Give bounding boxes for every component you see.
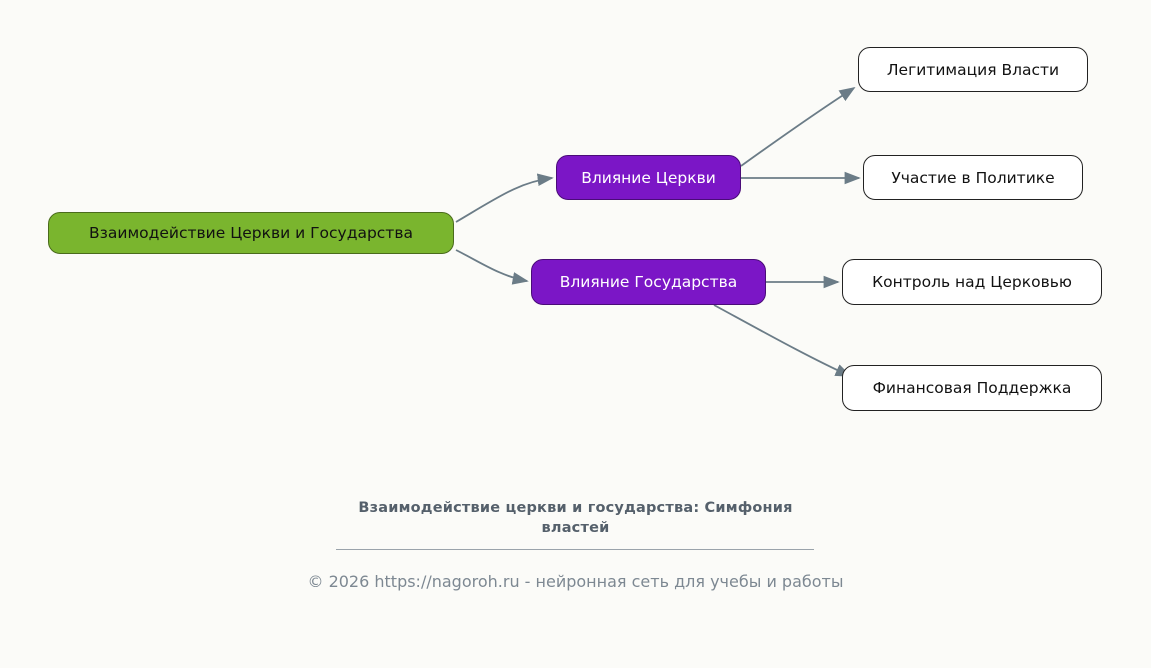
caption-text-2: властей <box>541 520 610 536</box>
diagram-node-label: Контроль над Церковью <box>872 273 1072 291</box>
diagram-caption-line2 <box>0 518 1151 538</box>
diagram-node-label: Влияние Государства <box>559 273 738 291</box>
diagram-node-mid1[interactable] <box>556 155 741 200</box>
footer-credit <box>0 572 1151 591</box>
diagram-edge-root-to-mid1 <box>456 178 552 222</box>
diagram-node-label: Влияние Церкви <box>581 168 716 187</box>
diagram-node-label: Легитимация Власти <box>886 60 1060 79</box>
diagram-node-leaf3[interactable] <box>842 259 1102 305</box>
diagram-node-mid2[interactable] <box>531 259 766 305</box>
diagram-node-leaf2[interactable] <box>863 155 1083 200</box>
diagram-edge-root-to-mid2 <box>456 250 527 281</box>
caption-divider <box>336 549 814 550</box>
caption-text-1: Взаимодействие церкви и государства: Симфония <box>358 500 793 516</box>
diagram-caption-line1 <box>0 498 1151 518</box>
diagram-node-leaf1[interactable] <box>858 47 1088 92</box>
diagram-edge-mid1-to-leaf1 <box>741 88 854 166</box>
diagram-node-root[interactable] <box>48 212 454 254</box>
diagram-node-leaf4[interactable] <box>842 365 1102 411</box>
diagram-node-label: Финансовая Поддержка <box>872 379 1072 397</box>
diagram-edge-mid2-to-leaf4 <box>714 305 850 376</box>
diagram-node-label: Взаимодействие Церкви и Государства <box>89 224 413 242</box>
footer-text: © 2026 https://nagoroh.ru - нейронная сеть для учебы и работы <box>307 572 844 591</box>
diagram-node-label: Участие в Политике <box>891 168 1055 187</box>
